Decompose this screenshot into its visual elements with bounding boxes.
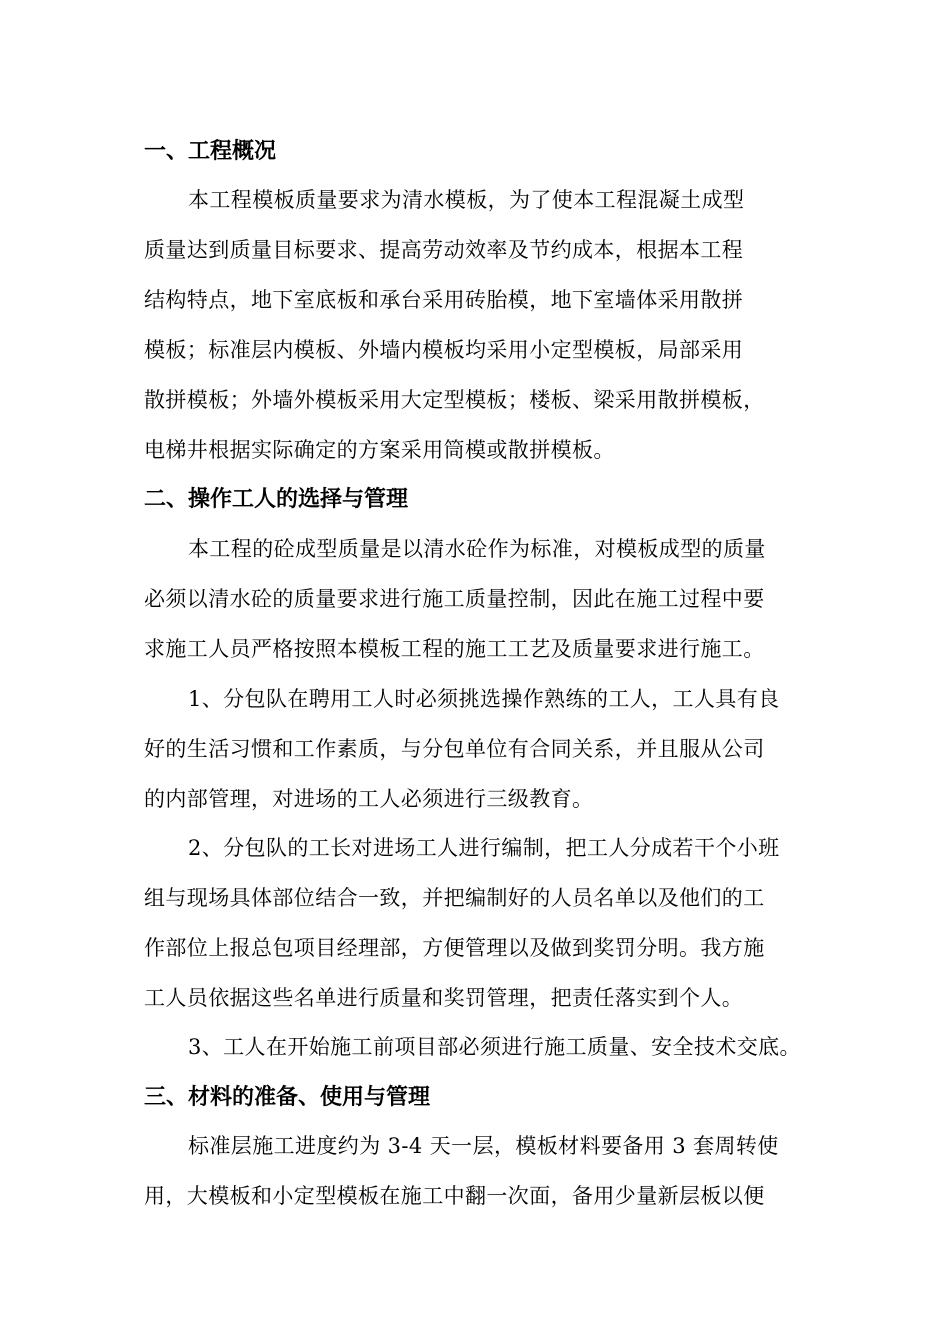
paragraph-item-2: [144, 823, 824, 1023]
text-line: 的内部管理，对进场的工人必须进行三级教育。: [144, 787, 594, 811]
text-line: 电梯井根据实际确定的方案采用筒模或散拼模板。: [144, 438, 615, 462]
text-line: 求施工人员严格按照本模板工程的施工工艺及质量要求进行施工。: [144, 637, 765, 661]
text-line: 3、工人在开始施工前项目部必须进行施工质量、安全技术交底。: [188, 1035, 801, 1059]
text-line: 组与现场具体部位结合一致，并把编制好的人员名单以及他们的工: [144, 886, 765, 910]
text-line: 2、分包队的工长对进场工人进行编制，把工人分成若干个小班: [188, 836, 780, 860]
section-heading-project-overview: 一、工程概况: [144, 139, 277, 164]
text-line: 散拼模板；外墙外模板采用大定型模板；楼板、梁采用散拼模板，: [144, 388, 765, 412]
paragraph-item-1: [144, 674, 824, 824]
text-line: 用，大模板和小定型模板在施工中翻一次面，备用少量新层板以便: [144, 1184, 765, 1208]
paragraph-quality-standard: [144, 524, 824, 674]
text-line: 工人员依据这些名单进行质量和奖罚管理，把责任落实到个人。: [144, 986, 744, 1010]
text-line: 本工程的砼成型质量是以清水砼作为标准，对模板成型的质量: [188, 537, 766, 561]
text-line: 作部位上报总包项目经理部，方便管理以及做到奖罚分明。我方施: [144, 936, 765, 960]
text-line: 标准层施工进度约为 3-4 天一层，模板材料要备用 3 套周转使: [188, 1134, 779, 1158]
text-line: 必须以清水砼的质量要求进行施工质量控制，因此在施工过程中要: [144, 587, 765, 611]
text-line: 模板；标准层内模板、外墙内模板均采用小定型模板，局部采用: [144, 338, 744, 362]
text-line: 1、分包队在聘用工人时必须挑选操作熟练的工人，工人具有良: [188, 687, 780, 711]
section-heading-materials: 三、材料的准备、使用与管理: [144, 1085, 431, 1110]
text-line: 好的生活习惯和工作素质，与分包单位有合同关系，并且服从公司: [144, 737, 765, 761]
paragraph-project-overview: [144, 175, 824, 475]
section-heading-worker-selection: 二、操作工人的选择与管理: [144, 487, 409, 512]
text-line: 质量达到质量目标要求、提高劳动效率及节约成本，根据本工程: [144, 238, 744, 262]
paragraph-materials: [144, 1121, 824, 1221]
text-line: 本工程模板质量要求为清水模板，为了使本工程混凝土成型: [188, 188, 745, 212]
paragraph-item-3: [144, 1022, 824, 1072]
text-line: 结构特点，地下室底板和承台采用砖胎模，地下室墙体采用散拼: [144, 288, 744, 312]
